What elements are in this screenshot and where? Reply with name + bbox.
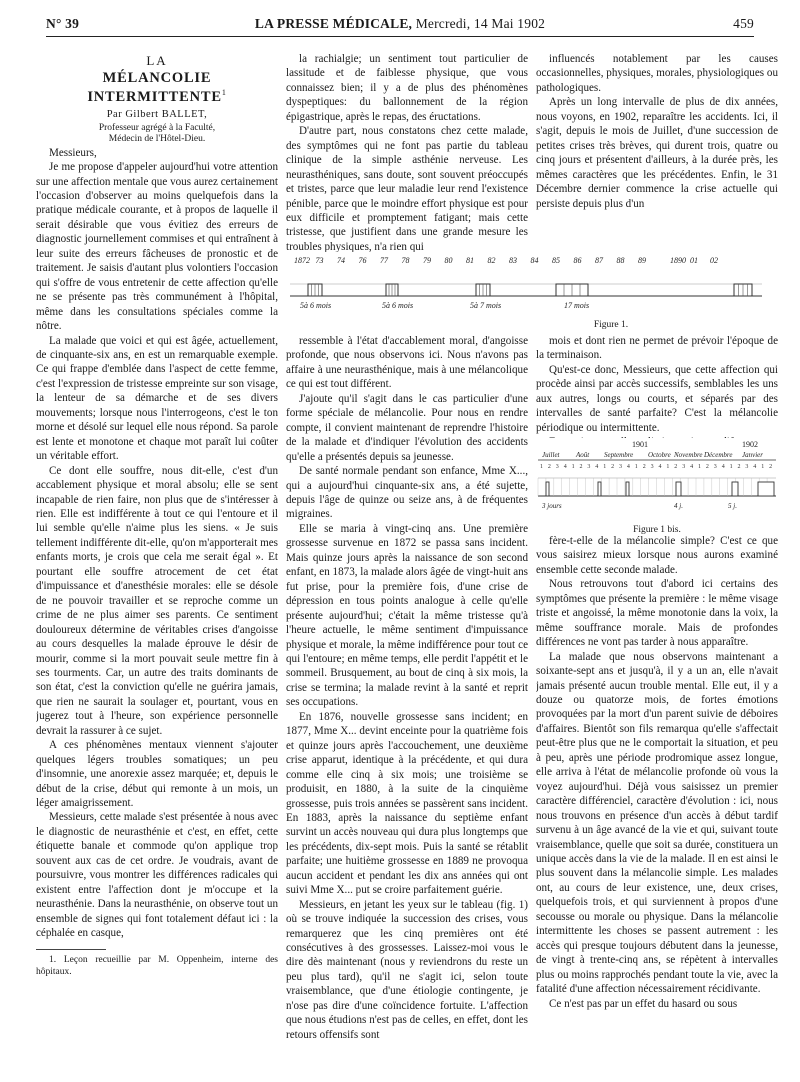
episode-bar [598,482,601,496]
paragraph: Je me propose d'appeler aujourd'hui votre attention sur une affection mentale que vous aurez certainement l'occasion d'observer au moins quelquefois dans la pratique médicale courante, et à propos de laquelle il serait désirable que vous évitiez des erreurs de diagnostic journellement commises et qui entraînent à leur suite des erreurs fâcheuses de pronostic et de traitement. Je saisis d'autant plus volontiers l'occasion qui s'offre de vous entretenir de cette affection qu'elle ne se présente pas très communément à l'hôpital, même dans les consultations spéciales comme la nôtre. [36,161,278,333]
episode-duration: 5 j. [728,502,737,510]
column-3-bottom [536,534,778,1064]
paragraph: A ces phénomènes mentaux viennent s'ajouter quelques légers troubles somatiques; un peu d'insomnie, une anorexie assez marquée; et, depuis le début de la crise, début qui remonte à un mois, un léger amaigrissement. [36,739,278,810]
column-3-top-body [536,52,778,211]
footnote-rule [36,949,106,950]
paragraph: J'ajoute qu'il s'agit dans le cas particulier d'une forme spéciale de mélancolie. Pour nous en rendre compte, il convient maintenant de reprendre l'histoire de la malade et d'indiquer l'évolution des accidents qu'elle a présentés depuis sa jeunesse. [286,392,528,463]
month-label: Octobre [648,451,671,459]
paragraph: fère-t-elle de la mélancolie simple? C'est ce que vous saisirez mieux lorsque nous aurons examiné ensemble cette seconde malade. [536,535,778,576]
week-number: 1 [603,464,607,470]
paragraph: Après un long intervalle de plus de dix années, nous voyons, en 1902, reparaître les accidents. Ici, il s'agit, depuis le mois de Juillet, d'une succession de petites crises très brèves, qui durent trois, quatre ou cinq jours et présentent d'ailleurs, à la durée près, les mêmes caractères que les précédentes. Enfin, le 31 Décembre dernier commence la crise actuelle qui persiste depuis plus d'un [536,96,778,210]
week-number: 3 [619,464,622,470]
author-affiliation-1: Professeur agrégé à la Faculté, [98,122,216,133]
figure-1 [286,252,770,334]
paragraph: De santé normale pendant son enfance, Mme X..., qui a aujourd'hui cinquante-six ans, a été sujette, depuis l'âge de quinze ou seize ans, à de fréquentes migraines. [286,465,528,521]
year-label: 80 [444,256,453,265]
paragraph: ressemble à l'état d'accablement moral, d'angoisse profonde, que nous observons ici. Nous n'avons pas affaire à une neurasthénique, mais à une mélancolique ce qui est tout différent. [286,335,528,391]
month-label: Septembre [604,451,634,459]
footnote-marker: 1 [221,87,227,97]
column-3-middle [536,334,778,438]
episode-duration: 3 jours [542,502,562,510]
week-number: 4 [721,464,725,470]
article-title-prefix: LA [146,53,168,68]
issue-date: Mercredi, 14 Mai 1902 [415,16,546,31]
column-2-bottom [286,334,528,1064]
paragraph: Nous retrouvons tout d'abord ici certains des symptômes que présente la première : le même visage triste et angoissé, la même monotonie dans la voix, la même souffrance morale. Mais de profondes différences ne vont pas tarder à nous apparaître. [536,578,778,649]
figure-1-bis [536,438,778,534]
week-number: 1 [540,464,543,470]
figure-1-timeline [286,252,770,320]
year-label: 1890 [670,256,686,265]
year-label: 1901 [632,440,648,449]
footnote: 1. Leçon recueillie par M. Oppenheim, interne des hôpitaux. [36,954,278,977]
week-number: 2 [579,464,583,470]
year-label: 76 [358,256,367,265]
month-label: Décembre [704,451,733,459]
article-title-text: MÉLANCOLIE INTERMITTENTE [87,70,222,105]
year-label: 77 [380,256,388,265]
year-label: 86 [573,256,582,265]
paragraph: la rachialgie; un sentiment tout particulier de lassitude et de faiblesse physique, que vous connaissez bien; il y a de plus des phénomènes dyspeptiques: du ballonnement de la région épigastrique, après le repas, des éructations. [286,53,528,123]
week-number: 2 [674,464,678,470]
week-number: 2 [737,464,741,470]
paragraph: La malade que nous observons maintenant a soixante-sept ans et jusqu'à, il y a un an, elle n'avait jamais présenté aucun trouble mental. Elle eut, il y a douze ou quatorze mois, de fortes émotions provoquées par la mort d'un parent suivie de déboires d'affaires. Bientôt son fils remarqua qu'elle s'affectait peut-être plus que ne le comportait la situation, et peu à peu, après une période prodromique assez longue, elle arriva à l'état de mélancolie profonde où vous la voyez aujourd'hui. Déjà vous saisissez un premier caractère différenciel, caractère d'évolution : ici, nous nous trouvons en présence d'un accès à début tardif survenu à un âge avancé de la vie et qui, suivant toute vraisemblance, quelle que soit sa durée, constituera un unique accès dans la vie de la malade. Il en est ainsi le plus souvent dans la mélancolie simple. Les malades ont, au cours de leur existence, une, deux crises, quelquefois trois, et qui surviennent à propos d'une secousse ou morale ou physique. Dans la mélancolie intermittente les choses se passent autrement : les accès qui presque toujours débutent dans la jeunesse, de vingt à trente-cinq ans, se répètent à intervalles plus ou moins rapprochés pendant toute la vie, avec la fatalité d'une affection nécessairement récidivante. [536,650,778,996]
column-2-bottom-body [286,334,528,1042]
week-number: 2 [769,464,773,470]
page-number: 459 [733,16,754,31]
year-label: 83 [509,256,517,265]
paragraph: influencés notablement par les causes occasionnelles, physiques, morales, physiologiques ou pathologiques. [536,53,778,94]
column-3-bottom-body [536,534,778,1011]
salutation: Messieurs, [49,146,97,159]
week-number: 4 [595,464,599,470]
week-number: 4 [658,464,662,470]
author-affiliation-2: Médecin de l'Hôtel-Dieu. [108,134,206,145]
week-number: 4 [753,464,757,470]
figure-1-bis-caption: Figure 1 bis. [633,525,681,535]
column-1-body [36,160,278,940]
episode-bar [732,482,738,496]
episode-bar [758,482,774,496]
paragraph: En 1876, nouvelle grossesse sans incident; en 1877, Mme X... devint enceinte pour la quatrième fois et quinze jours après l'accouchement, une deuxième crise apparut, identique à la précédente, et qui dura comme elle cinq à six mois; une troisième se produisit, en 1880, à la suite de la cinquième grossesse, puis trois années se passèrent sans incident. En 1883, après la naissance du septième enfant survint un accès nouveau qui dura plus longtemps que les précédents, dix-sept mois. Puis la santé se rétablit parfaite; une huitième grossesse en 1889 ne provoqua aucun accident et pendant les dix ans années qui ont suivi Mme X... put se croire parfaitement guérie. [286,710,528,897]
week-number: 3 [713,464,717,470]
episode-bar [626,482,629,496]
episode-bar [676,482,681,496]
paragraph: Messieurs, en jetant les yeux sur le tableau (fig. 1) où se trouve indiquée la succession des crises, vous remarquerez que les cinq premières ont été consécutives à des grossesses. Laissez-moi vous le dire dès maintenant (nous y reviendrons du reste un peu plus tard), qu'il ne s'agit ici, selon toute vraisemblance, que d'une étiologie contingente, je n'ose pas dire d'une coïncidence fortuite. L'affection que nous étudions n'est pas de celles, en effet, dont les retours offensifs sont [286,898,528,1041]
episode-duration: 5à 6 mois [300,301,332,310]
running-header [46,12,754,37]
week-number: 3 [650,464,654,470]
column-1 [36,52,278,1064]
paragraph: Messieurs, cette malade s'est présentée à nous avec le diagnostic de neurasthénie et c'est, en effet, cette étiquette banale et commode qu'on applique trop souvent aux cas de cet ordre. Je voudrais, avant de poursuivre, vous montrer les différences radicales qui existent entre l'affection dont je m'occupe et la neurasthénie. Dans la neurasthénie, on observe tout un ensemble de signes qui font totalement défaut ici : la céphalée en casque, [36,811,278,940]
week-number: 3 [587,464,591,470]
year-label: 73 [315,256,324,265]
year-label: 85 [552,256,560,265]
year-label: 87 [595,256,603,265]
paragraph: Ce dont elle souffre, nous dit-elle, c'est d'un accablement physique et moral absolu; elle se sent incapable de rien faire, non plus que de s'intéresser à rien. Elle est indifférente à tout ce qui l'entoure et il lui semble qu'elle n'aime plus les siens. « Je suis tellement indifférente dit-elle, qu'on m'apporterait mes enfants morts, je crois que cela me serait égal ». Et pourtant elle souffre atrocement de cet état d'impuissance et d'anesthésie morales: elle se désole de ne pouvoir travailler et se reproche comme un crime de ne plus aimer ses parents. Ce sentiment douloureux détermine de véritables crises d'angoisse au cours desquelles la malade éprouve le désir de mourir, comme si la mort pouvait seule mettre fin à ses tourments. Car, un autre des traits dominants de son état, c'est la conviction qu'elle ne guérira jamais, que rien ne saurait la soulager et, pourtant, vous en jugerez tout à l'heure, son expérience personnelle devrait la rassurer à ce sujet. [36,464,278,737]
week-number: 2 [547,464,551,470]
journal-title [46,16,754,32]
month-label: Janvier [742,451,763,459]
month-label: Août [576,451,590,459]
episode-bar [546,482,549,496]
year-label: 1902 [742,440,758,449]
year-label: 79 [423,256,431,265]
figure-1-caption: Figure 1. [593,320,629,330]
issue-number: N° 39 [46,16,80,31]
week-number: 1 [571,464,575,470]
week-number: 2 [705,464,709,470]
week-number: 2 [611,464,615,470]
journal-name: LA PRESSE MÉDICALE, [254,16,413,31]
paragraph: La malade que voici et qui est âgée, actuellement, de cinquante-six ans, en est un remarquable exemple. Ce qui frappe d'emblée dans l'aspect de cette femme, c'est l'expression de tristesse empreinte sur son visage, la lenteur de sa démarche et de ses divers mouvements; lorsque nous l'interrogeons, c'est le ton morne et désolé sur lequel elle nous répond. Sa parole est lente et monotone et chaque mot paraît lui coûter un véritable effort. [36,334,278,463]
year-label: 81 [466,256,474,265]
figure-1-bis-timeline [536,438,778,520]
week-number: 1 [761,464,765,470]
year-label: 82 [487,256,496,265]
week-number: 4 [626,464,630,470]
week-number: 4 [690,464,694,470]
column-2-top [286,52,528,252]
episode-duration: 17 mois [564,301,590,310]
week-number: 2 [642,464,646,470]
paragraph: Ce n'est pas par un effet du hasard ou sous [549,997,738,1010]
month-label: Novembre [674,451,703,459]
episode-duration: 5à 6 mois [382,301,414,310]
year-label: 1872 [294,256,310,265]
column-3-middle-body [536,334,778,438]
episode-duration: 4 j. [674,502,683,510]
year-label: 88 [616,256,625,265]
week-number: 3 [745,464,749,470]
week-number: 1 [729,464,733,470]
month-label: Juillet [542,451,560,459]
week-number: 3 [555,464,559,470]
episode-duration: 5à 7 mois [470,301,502,310]
week-number: 1 [634,464,638,470]
week-number: 1 [666,464,670,470]
author-line: Par Gilbert BALLET, [106,109,208,121]
column-3-top [536,52,778,252]
paragraph: Qu'est-ce donc, Messieurs, que cette affection qui procède ainsi par accès successifs, semblables les uns aux autres, longs ou courts, et séparés par des intervalles de santé parfaite? C'est la mélancolie périodique ou intermittente. [536,363,778,434]
column-2-top-body [286,52,528,252]
week-number: 1 [698,464,701,470]
year-label: 74 [337,256,345,265]
year-label: 02 [710,256,718,265]
article-title [36,71,278,104]
year-label: 78 [401,256,410,265]
paragraph: D'autre part, nous constatons chez cette malade, des symptômes qui ne font pas partie du tableau clinique de la simple asthénie nerveuse. Les neurasthéniques, sans doute, sont souvent préoccupés et tristes, parce que leur maladie leur rend l'existence pénible, parce que le moindre effort physique est pour eux difficile et promptement fatigant; mais cette tristesse, que justifient dans une grande mesure les troubles physiques, n'a rien qui [286,125,528,252]
week-number: 3 [682,464,686,470]
year-label: 01 [690,256,698,265]
paragraph: Elle se maria à vingt-cinq ans. Une première grossesse survenue en 1872 se passa sans incident. Mais quinze jours après la naissance de son second enfant, en 1873, la malade alors âgée de vingt-huit ans fut prise, pour la première fois, d'une crise de dépression en tous points analogue à celle qu'elle présente aujourd'hui; c'était la même tristesse qu'à l'heure actuelle, le même sentiment d'impuissance physique et morale, la même indifférence pour tout ce qui l'entoure; en même temps, elle perdit l'appétit et le sommeil. Brusquement, au bout de cinq à six mois, la crise se termina; la malade revint à la santé et reprit ses occupations. [286,522,528,709]
year-label: 84 [530,256,539,265]
week-number: 4 [563,464,567,470]
paragraph: mois et dont rien ne permet de prévoir l'époque de la terminaison. [536,335,778,362]
year-label: 89 [638,256,646,265]
